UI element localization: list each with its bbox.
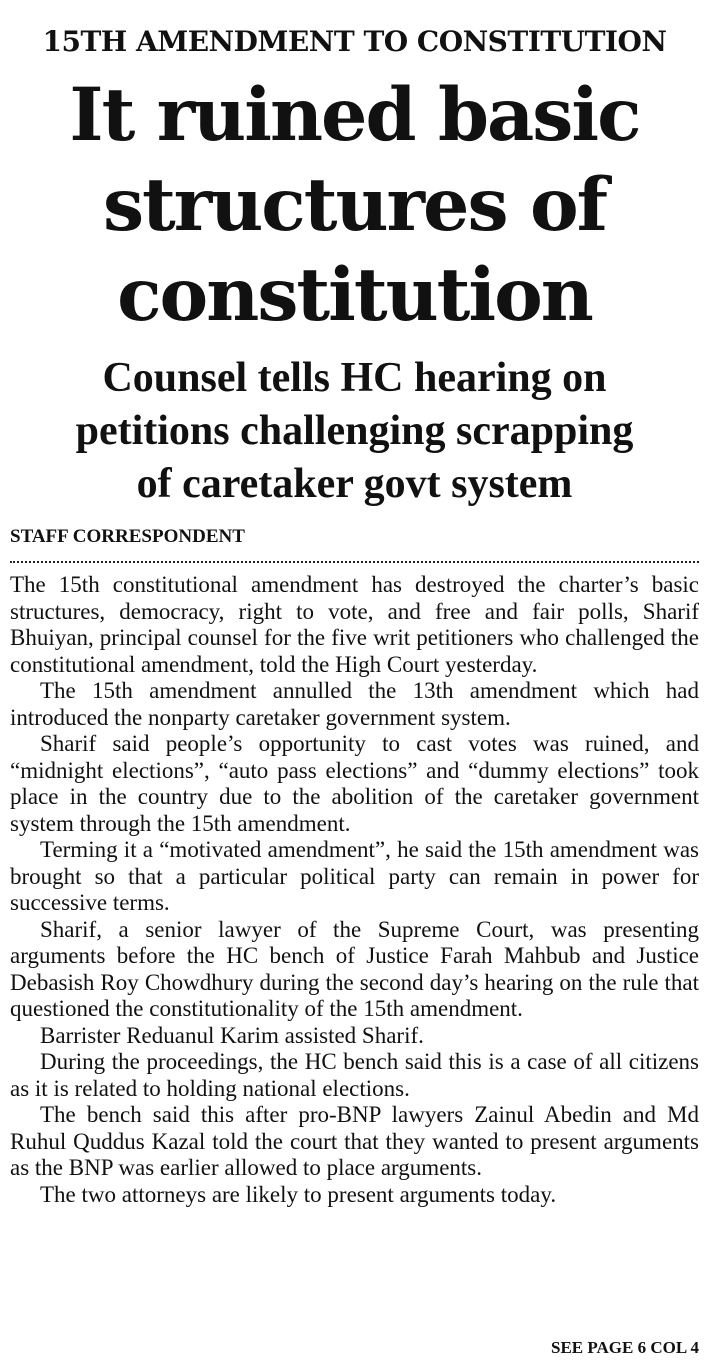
dotted-divider: [10, 561, 699, 563]
headline-line: It ruined basic: [69, 72, 640, 158]
body-paragraph: The 15th constitutional amendment has destroyed the charter’s basic structures, democracy, right to vote, and free and fair polls, Sharif Bhuiyan, principal counsel for the five writ petitioners who challenged the constitutional amendment, told the High Court yesterday.: [10, 572, 699, 677]
body-paragraph: Terming it a “motivated amendment”, he said the 15th amendment was brought so that a particular political party can remain in power for successive terms.: [10, 837, 699, 915]
headline-line: structures of: [102, 162, 607, 248]
subhead-line: of caretaker govt system: [136, 461, 573, 507]
body-paragraph: The bench said this after pro-BNP lawyers Zainul Abedin and Md Ruhul Quddus Kazal told the court that they wanted to present arguments as the BNP was earlier allowed to place arguments.: [10, 1102, 699, 1180]
article-headline: [0, 70, 709, 340]
article-kicker: 15TH AMENDMENT TO CONSTITUTION: [42, 25, 667, 58]
article-body: [10, 572, 699, 1208]
body-paragraph: Sharif said people’s opportunity to cast votes was ruined, and “midnight elections”, “auto pass elections” and “dummy elections” took place in the country due to the abolition of the caretaker government system through the 15th amendment.: [10, 731, 699, 836]
body-paragraph: The 15th amendment annulled the 13th amendment which had introduced the nonparty caretaker government system.: [10, 678, 699, 730]
subhead-line: petitions challenging scrapping: [75, 408, 634, 454]
body-paragraph: Barrister Reduanul Karim assisted Sharif.: [40, 1022, 424, 1048]
byline: STAFF CORRESPONDENT: [10, 526, 245, 547]
subhead-line: Counsel tells HC hearing on: [102, 355, 607, 401]
body-paragraph: Sharif, a senior lawyer of the Supreme Court, was presenting arguments before the HC bench of Justice Farah Mahbub and Justice Debasish Roy Chowdhury during the second day’s hearing on the rule that questioned the constitutionality of the 15th amendment.: [10, 916, 699, 1021]
body-paragraph: The two attorneys are likely to present arguments today.: [40, 1181, 557, 1207]
article-subheadline: [0, 352, 709, 511]
headline-line: constitution: [117, 252, 592, 338]
body-paragraph: During the proceedings, the HC bench said this is a case of all citizens as it is related to holding national elections.: [10, 1049, 699, 1101]
continuation-note: SEE PAGE 6 COL 4: [551, 1338, 699, 1357]
